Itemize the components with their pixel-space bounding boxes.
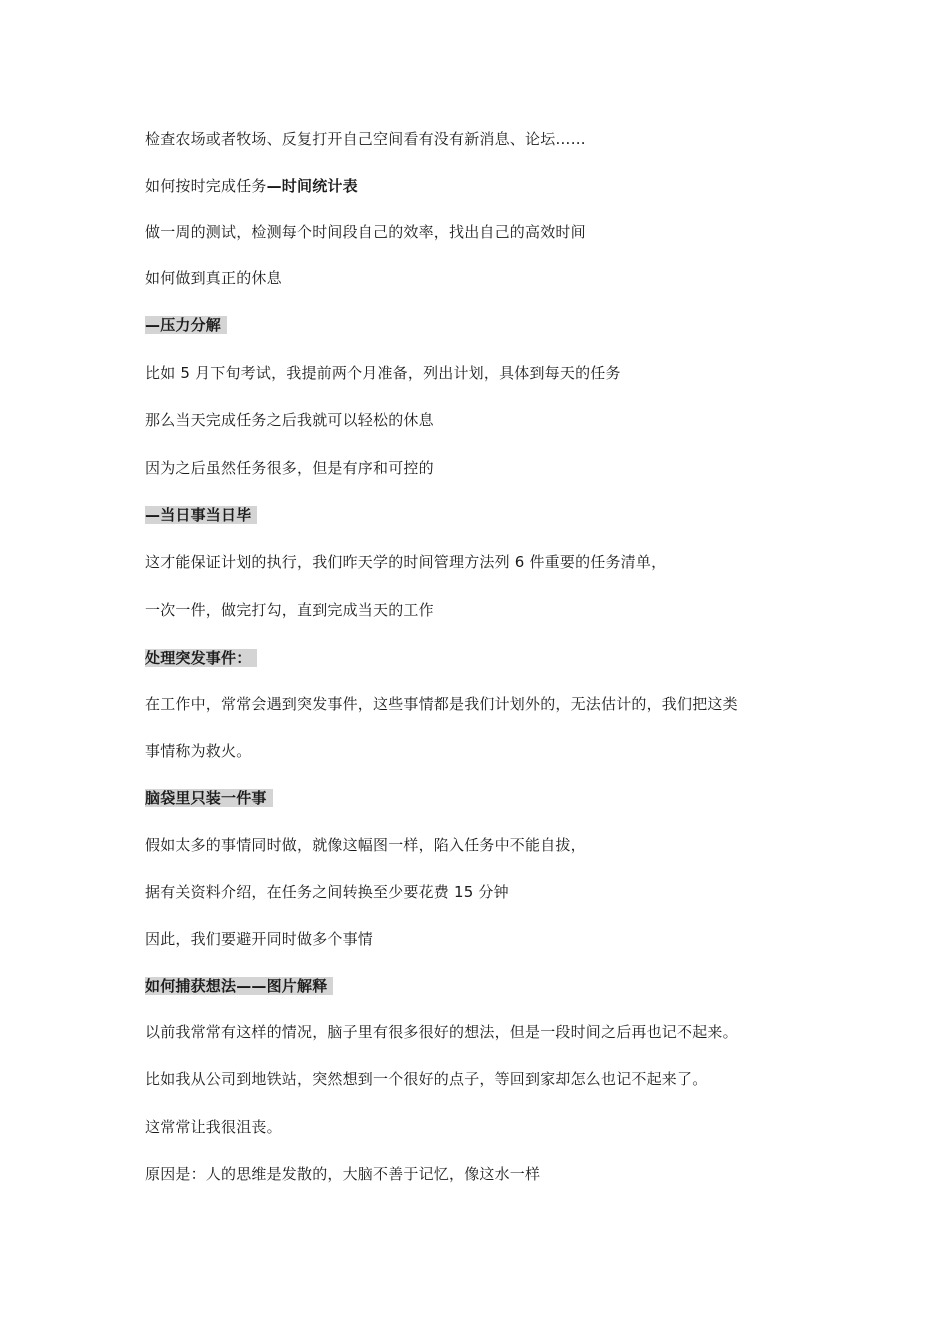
paragraph: 原因是：人的思维是发散的，大脑不善于记忆，像这水一样 — [145, 1165, 541, 1183]
highlighted-heading: 脑袋里只装一件事 — [145, 789, 273, 807]
paragraph-mixed — [145, 175, 358, 197]
paragraph-bold-text: —时间统计表 — [266, 177, 358, 195]
section-heading — [145, 504, 257, 526]
paragraph: 因为之后虽然任务很多，但是有序和可控的 — [145, 459, 434, 477]
paragraph: 因此，我们要避开同时做多个事情 — [145, 930, 374, 948]
highlighted-heading: 处理突发事件： — [145, 649, 257, 667]
paragraph: 做一周的测试，检测每个时间段自己的效率，找出自己的高效时间 — [145, 223, 586, 241]
section-heading — [145, 975, 333, 997]
section-heading — [145, 647, 257, 669]
paragraph: 事情称为救火。 — [145, 742, 252, 760]
paragraph: 比如我从公司到地铁站，突然想到一个很好的点子，等回到家却怎么也记不起来了。 — [145, 1070, 708, 1088]
section-heading — [145, 314, 227, 336]
paragraph: 一次一件，做完打勾，直到完成当天的工作 — [145, 601, 434, 619]
paragraph: 以前我常常有这样的情况，脑子里有很多很好的想法，但是一段时间之后再也记不起来。 — [145, 1023, 738, 1041]
highlighted-heading: 如何捕获想法——图片解释 — [145, 977, 333, 995]
paragraph: 假如太多的事情同时做，就像这幅图一样，陷入任务中不能自拔， — [145, 836, 586, 854]
highlighted-heading: —压力分解 — [145, 316, 227, 334]
paragraph: 这常常让我很沮丧。 — [145, 1118, 282, 1136]
paragraph: 据有关资料介绍，在任务之间转换至少要花费 15 分钟 — [145, 883, 509, 901]
section-heading — [145, 787, 273, 809]
paragraph: 检查农场或者牧场、反复打开自己空间看有没有新消息、论坛…… — [145, 130, 586, 148]
highlighted-heading: —当日事当日毕 — [145, 506, 257, 524]
paragraph: 这才能保证计划的执行，我们昨天学的时间管理方法列 6 件重要的任务清单， — [145, 553, 667, 571]
paragraph: 如何做到真正的休息 — [145, 269, 282, 287]
paragraph: 那么当天完成任务之后我就可以轻松的休息 — [145, 411, 434, 429]
paragraph: 比如 5 月下旬考试，我提前两个月准备，列出计划，具体到每天的任务 — [145, 364, 621, 382]
paragraph: 在工作中，常常会遇到突发事件，这些事情都是我们计划外的，无法估计的，我们把这类 — [145, 695, 738, 713]
paragraph-text: 如何按时完成任务 — [145, 177, 267, 195]
